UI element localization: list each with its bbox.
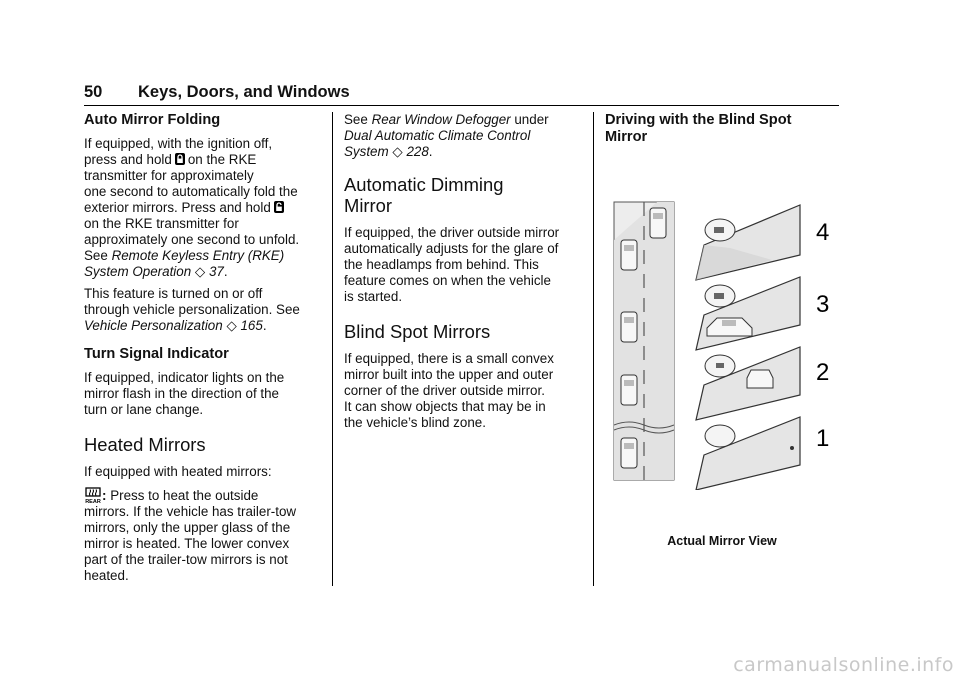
- text: See: [84, 248, 108, 263]
- car-icon: [621, 240, 637, 270]
- heading-blind-spot-mirrors: Blind Spot Mirrors: [344, 321, 491, 342]
- text: Mirror: [605, 129, 648, 145]
- heading-driving-blind-spot-mirror: [605, 112, 845, 146]
- text: Press to heat the outside: [110, 488, 259, 503]
- heading-turn-signal-indicator: Turn Signal Indicator: [84, 346, 229, 362]
- paragraph-defogger-ref: See Rear Window Defogger under Dual Automatic Climate Control System ◇ 228.: [344, 112, 549, 159]
- text: See: [344, 112, 368, 127]
- text: This feature is turned on or off: [84, 286, 263, 301]
- figure-label: 1: [816, 425, 830, 452]
- car-icon: [621, 375, 637, 405]
- svg-text:REAR: REAR: [85, 499, 101, 504]
- car-icon: [621, 438, 637, 468]
- page-ref-symbol: ◇: [226, 318, 237, 333]
- column-divider: [593, 112, 594, 586]
- car-icon: [650, 208, 666, 238]
- cross-reference[interactable]: Remote Keyless Entry (RKE): [111, 248, 285, 263]
- figure-label: 4: [816, 219, 830, 246]
- mirror-view-4: [696, 205, 800, 280]
- rke-unlock-key-icon: [273, 200, 285, 214]
- paragraph-turn-signal: [84, 370, 324, 418]
- heading-heated-mirrors: Heated Mirrors: [84, 434, 206, 455]
- heading-auto-mirror-folding: Auto Mirror Folding: [84, 112, 221, 128]
- figure-label: 2: [816, 359, 830, 386]
- cross-reference[interactable]: System Operation: [84, 264, 192, 279]
- cross-reference[interactable]: Rear Window Defogger: [371, 112, 511, 127]
- text: automatically adjusts for the glare of: [344, 241, 559, 256]
- text: turn or lane change.: [84, 402, 204, 417]
- text: :: [102, 488, 107, 503]
- text: part of the trailer-tow mirrors is not: [84, 552, 288, 567]
- rear-defog-icon: [84, 486, 102, 504]
- paragraph-auto-fold: If equipped, with the ignition off, press and hold on the RKE transmitter for approximately one second to automatically fold the exterior mirrors. Press and hold on the RKE transmitter for approximately one second to unfold. See Remote Keyless Entry (RKE) System Operation ◇ 37.: [84, 136, 300, 279]
- mirror-view-1: [696, 417, 800, 490]
- text: approximately one second to unfold.: [84, 232, 300, 247]
- text: It can show objects that may be in: [344, 399, 546, 414]
- text: feature comes on when the vehicle: [344, 273, 551, 288]
- text: heated.: [84, 568, 129, 583]
- text: through vehicle personalization. See: [84, 302, 300, 317]
- blind-spot-mirror-illustration: [612, 200, 846, 490]
- text: mirrors, only the upper glass of the: [84, 520, 291, 535]
- figure-label: 3: [816, 291, 830, 318]
- text: Automatic Dimming: [344, 174, 504, 195]
- text: the headlamps from behind. This: [344, 257, 539, 272]
- watermark: carmanualsonline.info: [733, 654, 954, 676]
- cross-reference[interactable]: Vehicle Personalization: [84, 318, 223, 333]
- car-icon: [621, 312, 637, 342]
- column-divider: [332, 112, 333, 586]
- text: under: [514, 112, 549, 127]
- text: transmitter for approximately: [84, 168, 254, 183]
- page-ref-number[interactable]: 165: [240, 318, 263, 333]
- section-title: Keys, Doors, and Windows: [138, 83, 350, 101]
- page-header: [84, 83, 839, 106]
- page-ref-number[interactable]: 37: [208, 264, 224, 279]
- paragraph-heated-intro: If equipped with heated mirrors:: [84, 464, 272, 479]
- cross-reference[interactable]: Dual Automatic Climate Control: [344, 128, 531, 143]
- text: mirror is heated. The lower convex: [84, 536, 290, 551]
- text: If equipped, there is a small convex: [344, 351, 554, 366]
- text: corner of the driver outside mirror.: [344, 383, 545, 398]
- text: the vehicle’s blind zone.: [344, 415, 486, 430]
- text: press and hold: [84, 152, 172, 167]
- text: one second to automatically fold the: [84, 184, 298, 199]
- text: is started.: [344, 289, 403, 304]
- heading-automatic-dimming-mirror: [344, 174, 582, 216]
- page-ref-symbol: ◇: [194, 264, 206, 279]
- text: mirror built into the upper and outer: [344, 367, 554, 382]
- mirror-view-2: [696, 347, 800, 420]
- text: on the RKE transmitter for: [84, 216, 239, 231]
- figure-caption: Actual Mirror View: [667, 534, 777, 548]
- column-middle: [344, 112, 582, 437]
- page-ref-symbol: ◇: [392, 144, 403, 159]
- paragraph-blind-spot: [344, 351, 582, 431]
- page-ref-number[interactable]: 228: [406, 144, 429, 159]
- text: Mirror: [344, 195, 393, 216]
- text: mirror flash in the direction of the: [84, 386, 279, 401]
- rke-lock-key-icon: [174, 152, 186, 166]
- text: mirrors. If the vehicle has trailer-tow: [84, 504, 297, 519]
- text: If equipped, indicator lights on the: [84, 370, 285, 385]
- text: on the RKE: [187, 152, 257, 167]
- column-left: [84, 112, 324, 590]
- text: If equipped, with the ignition off,: [84, 136, 273, 151]
- column-right: [605, 112, 845, 153]
- paragraph-personalization: This feature is turned on or off through vehicle personalization. See Vehicle Personalization ◇ 165.: [84, 286, 300, 333]
- text: exterior mirrors. Press and hold: [84, 200, 271, 215]
- mirror-view-3: [696, 277, 800, 350]
- paragraph-heated-detail: [84, 486, 324, 584]
- paragraph-dimming: [344, 225, 582, 305]
- cross-reference[interactable]: System: [344, 144, 389, 159]
- text: Driving with the Blind Spot: [605, 112, 792, 128]
- page-number: 50: [84, 83, 103, 101]
- text: If equipped, the driver outside mirror: [344, 225, 560, 240]
